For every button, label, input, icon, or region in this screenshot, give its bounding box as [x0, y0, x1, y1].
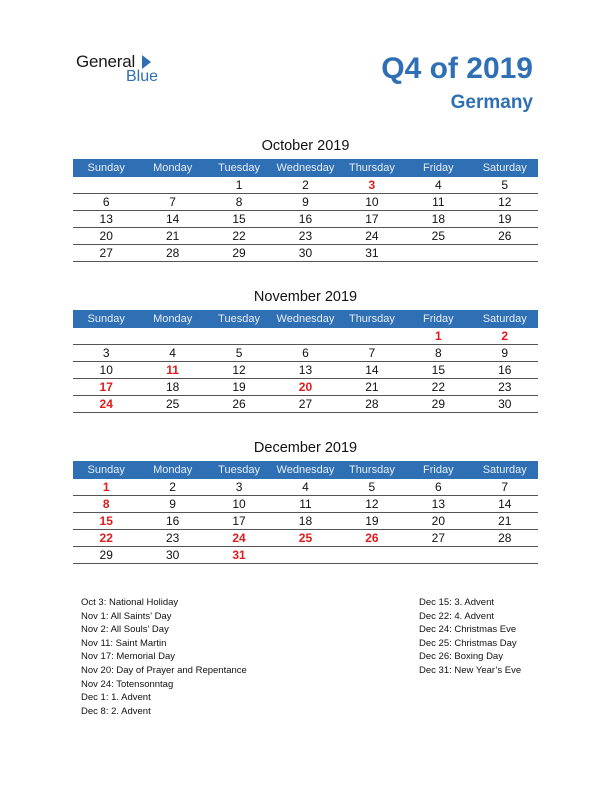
day-cell: 26	[498, 229, 512, 243]
day-cell: 16	[498, 363, 512, 377]
day-cell: 14	[365, 363, 379, 377]
day-cell	[139, 328, 205, 344]
brand-general: General	[76, 52, 136, 71]
holiday-day-cell: 3	[368, 178, 376, 192]
day-cell	[339, 547, 405, 563]
day-cell: 28	[498, 531, 512, 545]
weekday-label: Tuesday	[218, 313, 260, 325]
weekday-label: Friday	[423, 464, 454, 476]
week-row	[73, 228, 538, 245]
holiday-note: Nov 11: Saint Martin	[81, 637, 167, 649]
day-cell: 30	[165, 548, 180, 562]
day-cell: 5	[235, 346, 243, 360]
month-december	[73, 439, 538, 564]
day-cell: 10	[365, 195, 379, 209]
brand-blue: Blue	[126, 68, 159, 85]
day-cell	[272, 328, 338, 344]
day-cell: 21	[498, 514, 512, 528]
day-cell: 29	[99, 548, 113, 562]
day-cell: 19	[232, 380, 246, 394]
holiday-day-cell: 1	[102, 480, 110, 494]
day-cell: 1	[235, 178, 243, 192]
holiday-note: Dec 25: Christmas Day	[419, 637, 517, 649]
day-cell: 4	[302, 480, 309, 494]
week-row	[73, 547, 538, 564]
weekday-header	[73, 461, 538, 479]
day-cell: 26	[232, 397, 246, 411]
weekday-label: Sunday	[87, 162, 125, 174]
holiday-day-cell: 24	[99, 397, 113, 411]
day-cell: 17	[232, 514, 246, 528]
day-cell	[472, 547, 538, 563]
day-cell: 18	[165, 380, 180, 394]
holiday-day-cell: 20	[298, 380, 313, 394]
week-row	[73, 328, 538, 345]
holiday-note: Nov 24: Totensonntag	[81, 678, 174, 690]
day-cell: 2	[302, 178, 309, 192]
day-cell: 13	[431, 497, 445, 511]
holiday-note: Oct 3: National Holiday	[81, 597, 179, 608]
day-cell: 7	[501, 480, 509, 494]
week-row	[73, 194, 538, 211]
week-row	[73, 530, 538, 547]
weekday-label: Saturday	[482, 464, 527, 476]
holiday-note: Dec 22: 4. Advent	[419, 610, 494, 622]
weekday-label: Monday	[153, 313, 193, 325]
day-cell: 23	[498, 380, 512, 394]
day-cell: 6	[434, 480, 442, 494]
day-cell: 11	[299, 497, 312, 511]
holiday-note: Dec 8: 2. Advent	[81, 705, 151, 717]
day-cell: 11	[432, 195, 445, 209]
holiday-note: Nov 1: All Saints’ Day	[81, 610, 172, 622]
day-cell: 21	[165, 229, 180, 243]
day-cell: 25	[431, 229, 445, 243]
holiday-note: Dec 1: 1. Advent	[81, 692, 151, 704]
weekday-label: Tuesday	[218, 464, 260, 476]
weekday-label: Wednesday	[276, 464, 335, 476]
week-row	[73, 396, 538, 413]
day-cell	[339, 328, 405, 344]
day-cell	[272, 547, 338, 563]
holiday-note: Nov 2: All Souls’ Day	[81, 624, 169, 636]
quarter-title: Q4 of 2019	[381, 52, 533, 85]
day-cell: 9	[169, 497, 176, 511]
weekday-label: Friday	[423, 313, 454, 325]
day-cell: 12	[232, 363, 246, 377]
month-november	[73, 288, 538, 413]
weekday-label: Thursday	[348, 313, 395, 325]
day-cell: 12	[365, 497, 379, 511]
day-cell: 14	[498, 497, 512, 511]
holiday-day-cell: 25	[298, 531, 313, 545]
holiday-note: Nov 20: Day of Prayer and Repentance	[81, 664, 247, 676]
holiday-note: Dec 31: New Year’s Eve	[419, 664, 522, 676]
holiday-day-cell: 2	[501, 329, 509, 343]
day-cell: 29	[431, 397, 445, 411]
day-cell: 27	[298, 397, 313, 411]
day-cell: 5	[368, 480, 376, 494]
day-cell: 6	[302, 346, 309, 360]
day-cell: 10	[232, 497, 246, 511]
day-cell	[206, 328, 272, 344]
day-cell: 16	[165, 514, 180, 528]
holiday-day-cell: 22	[99, 531, 113, 545]
holiday-day-cell: 24	[232, 531, 246, 545]
day-cell: 15	[431, 363, 445, 377]
day-cell: 28	[365, 397, 379, 411]
holiday-note: Nov 17: Memorial Day	[81, 651, 175, 663]
holiday-day-cell: 8	[102, 497, 110, 511]
weekday-header	[73, 310, 538, 328]
weekday-label: Thursday	[348, 464, 395, 476]
week-row	[73, 513, 538, 530]
week-row	[73, 379, 538, 396]
day-cell: 3	[102, 346, 110, 360]
holiday-day-cell: 26	[365, 531, 379, 545]
day-cell: 13	[99, 212, 113, 226]
holiday-note: Dec 24: Christmas Eve	[419, 624, 517, 636]
day-cell: 24	[365, 229, 379, 243]
day-cell: 9	[501, 346, 509, 360]
week-row	[73, 479, 538, 496]
day-cell: 22	[232, 229, 246, 243]
day-cell: 28	[165, 246, 180, 260]
day-cell: 8	[434, 346, 442, 360]
week-row	[73, 177, 538, 194]
weekday-label: Saturday	[482, 313, 527, 325]
day-cell: 4	[434, 178, 442, 192]
day-cell: 17	[365, 212, 379, 226]
day-cell: 19	[365, 514, 379, 528]
day-cell: 13	[298, 363, 313, 377]
day-cell: 5	[501, 178, 509, 192]
holiday-note: Dec 15: 3. Advent	[419, 597, 494, 608]
day-cell	[139, 177, 205, 193]
holiday-list-left	[81, 596, 247, 718]
day-cell: 19	[498, 212, 512, 226]
day-cell: 3	[235, 480, 243, 494]
weekday-label: Monday	[153, 162, 193, 174]
day-cell: 30	[298, 246, 313, 260]
day-cell: 21	[365, 380, 379, 394]
holiday-day-cell: 1	[434, 329, 442, 343]
weekday-label: Saturday	[482, 162, 527, 174]
day-cell	[405, 547, 471, 563]
weekday-label: Sunday	[87, 464, 125, 476]
brand-logo	[76, 52, 186, 92]
week-row	[73, 211, 538, 228]
weekday-label: Wednesday	[276, 162, 335, 174]
day-cell: 20	[99, 229, 113, 243]
weekday-label: Sunday	[87, 313, 125, 325]
day-cell: 27	[431, 531, 445, 545]
day-cell: 31	[365, 246, 379, 260]
week-row	[73, 362, 538, 379]
day-cell: 16	[298, 212, 313, 226]
weekday-label: Thursday	[348, 162, 395, 174]
weekday-label: Friday	[423, 162, 454, 174]
day-cell: 10	[99, 363, 113, 377]
holiday-day-cell: 31	[232, 548, 246, 562]
flag-triangle-icon	[142, 55, 151, 69]
month-title: October 2019	[261, 138, 350, 154]
month-title: December 2019	[253, 440, 358, 456]
day-cell: 9	[302, 195, 309, 209]
month-october	[73, 137, 538, 262]
day-cell: 7	[368, 346, 376, 360]
day-cell: 25	[165, 397, 180, 411]
week-row	[73, 245, 538, 262]
week-row	[73, 345, 538, 362]
day-cell	[73, 328, 139, 344]
holiday-day-cell: 17	[99, 380, 113, 394]
day-cell: 15	[232, 212, 246, 226]
day-cell	[472, 245, 538, 261]
day-cell: 22	[431, 380, 445, 394]
day-cell: 20	[431, 514, 445, 528]
holiday-day-cell: 11	[166, 363, 179, 377]
day-cell: 30	[498, 397, 512, 411]
day-cell: 23	[165, 531, 180, 545]
day-cell: 14	[165, 212, 180, 226]
day-cell: 18	[298, 514, 313, 528]
holiday-note: Dec 26: Boxing Day	[419, 651, 503, 663]
day-cell: 8	[235, 195, 243, 209]
weekday-header	[73, 159, 538, 177]
country-title: Germany	[450, 92, 533, 113]
holiday-list-right	[419, 596, 521, 678]
day-cell: 2	[169, 480, 176, 494]
weekday-label: Monday	[153, 464, 193, 476]
day-cell	[73, 177, 139, 193]
month-title: November 2019	[253, 289, 358, 305]
weekday-label: Tuesday	[218, 162, 260, 174]
day-cell: 12	[498, 195, 512, 209]
day-cell	[405, 245, 471, 261]
day-cell: 6	[102, 195, 110, 209]
day-cell: 4	[169, 346, 176, 360]
day-cell: 27	[99, 246, 113, 260]
week-row	[73, 496, 538, 513]
holiday-day-cell: 15	[99, 514, 113, 528]
weekday-label: Wednesday	[276, 313, 335, 325]
day-cell: 7	[169, 195, 176, 209]
day-cell: 29	[232, 246, 246, 260]
day-cell: 18	[431, 212, 445, 226]
day-cell: 23	[298, 229, 313, 243]
